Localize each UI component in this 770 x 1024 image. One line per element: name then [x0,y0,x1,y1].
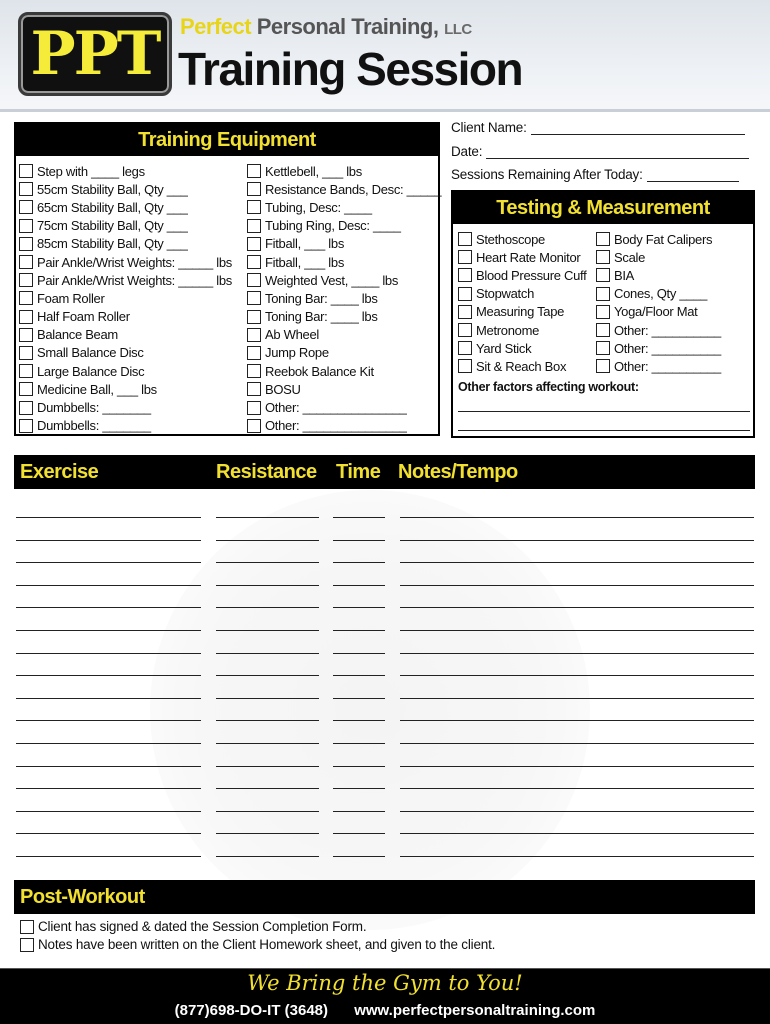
notes-line[interactable] [400,562,754,563]
checkbox-label: Ab Wheel [265,327,319,343]
checkbox-item[interactable] [247,380,439,398]
exercise-line[interactable] [16,811,201,812]
checkbox-label: Pair Ankle/Wrist Weights: _____ lbs [37,254,232,270]
checkbox[interactable] [19,237,33,251]
time-line[interactable] [333,607,385,608]
exercise-line[interactable] [16,766,201,767]
exercise-line[interactable] [16,720,201,721]
checkbox[interactable] [20,938,34,952]
checkbox-item[interactable] [596,285,752,303]
page-header [0,0,770,112]
document-title: Training Session [178,43,523,95]
client-name-input[interactable] [531,121,745,135]
checkbox-label: Reebok Balance Kit [265,363,374,379]
notes-line[interactable] [400,788,754,789]
checkbox-label: Fitball, ___ lbs [265,254,345,270]
equipment-right-column [247,162,442,435]
checkbox[interactable] [596,359,610,373]
checkbox-label: Foam Roller [37,290,105,306]
checkbox[interactable] [596,323,610,337]
post-workout-item[interactable] [20,919,366,934]
resistance-line[interactable] [216,585,319,586]
logo-text: PPT [30,19,160,89]
checkbox-item[interactable] [19,253,249,271]
checkbox-label: Yoga/Floor Mat [614,304,698,320]
checkbox-item[interactable] [458,303,596,321]
checkbox[interactable] [19,200,33,214]
checkbox-label: Tubing Ring, Desc: ____ [265,218,401,234]
testing-measurement-heading: Testing & Measurement [453,192,753,224]
checkbox[interactable] [19,328,33,342]
checkbox-label: Jump Rope [265,345,329,361]
time-line[interactable] [333,766,385,767]
checkbox-label: BIA [614,267,635,283]
checkbox-label: Large Balance Disc [37,363,145,379]
checkbox-label: 75cm Stability Ball, Qty ___ [37,218,188,234]
checkbox-item[interactable] [19,362,249,380]
exercise-log-header [14,455,755,489]
exercise-column-header: Exercise [20,461,99,483]
exercise-line[interactable] [16,585,201,586]
time-line[interactable] [333,743,385,744]
time-line[interactable] [333,562,385,563]
checkbox[interactable] [458,287,472,301]
checkbox-label: Weighted Vest, ____ lbs [265,272,399,288]
resistance-line[interactable] [216,743,319,744]
exercise-line[interactable] [16,540,201,541]
footer-tagline: We Bring the Gym to You! [247,971,523,995]
sessions-remaining-label: Sessions Remaining After Today: [451,167,643,182]
checkbox-label: Body Fat Calipers [614,231,713,247]
company-name [180,14,472,40]
header-divider [0,109,770,112]
footer-phone: (877)698-DO-IT (3648) [174,1002,329,1019]
time-line[interactable] [333,630,385,631]
checkbox-label: Medicine Ball, ___ lbs [37,381,157,397]
page-footer [0,968,770,1024]
checkbox-label: Heart Rate Monitor [476,249,581,265]
checkbox-item[interactable] [596,357,752,375]
checkbox-item[interactable] [19,417,249,435]
equipment-left-column [19,162,249,435]
resistance-line[interactable] [216,517,319,518]
checkbox-item[interactable] [247,253,439,271]
checkbox[interactable] [19,291,33,305]
sessions-remaining-field [451,167,739,182]
checkbox-label: Stopwatch [476,286,535,302]
checkbox[interactable] [19,219,33,233]
kettlebell-watermark [150,490,590,930]
checkbox-item[interactable] [247,198,439,216]
other-factors-line[interactable] [458,430,750,431]
testing-left-column [458,230,596,376]
notes-line[interactable] [400,766,754,767]
checkbox-item[interactable] [596,303,752,321]
notes-line[interactable] [400,653,754,654]
checkbox-item[interactable] [458,266,596,284]
footer-contact [0,1002,770,1019]
checkbox-label: Other: __________ [614,322,721,338]
checkbox-label: Measuring Tape [476,304,565,320]
checkbox[interactable] [19,364,33,378]
time-line[interactable] [333,833,385,834]
checkbox-item[interactable] [19,162,249,180]
checkbox[interactable] [458,232,472,246]
checkbox[interactable] [19,164,33,178]
resistance-line[interactable] [216,675,319,676]
resistance-line[interactable] [216,788,319,789]
notes-line[interactable] [400,585,754,586]
exercise-line[interactable] [16,675,201,676]
checkbox-label: Blood Pressure Cuff [476,267,587,283]
resistance-line[interactable] [216,811,319,812]
checkbox-item[interactable] [19,326,249,344]
notes-line[interactable] [400,517,754,518]
notes-line[interactable] [400,607,754,608]
resistance-line[interactable] [216,630,319,631]
checkbox-label: Balance Beam [37,327,118,343]
notes-line[interactable] [400,811,754,812]
checkbox-label: Metronome [476,322,540,338]
checkbox-item[interactable] [19,398,249,416]
exercise-line[interactable] [16,833,201,834]
checkbox-item[interactable] [19,380,249,398]
checkbox[interactable] [19,182,33,196]
checkbox[interactable] [596,341,610,355]
checkbox-item[interactable] [247,289,439,307]
checkbox[interactable] [247,382,261,396]
checkbox-item[interactable] [247,326,439,344]
checkbox-item[interactable] [458,285,596,303]
training-equipment-heading: Training Equipment [16,124,438,156]
resistance-line[interactable] [216,766,319,767]
checkbox-item[interactable] [19,344,249,362]
checkbox-item[interactable] [458,230,596,248]
resistance-line[interactable] [216,856,319,857]
checkbox-label: Stethoscope [476,231,545,247]
checkbox-item[interactable] [19,198,249,216]
checkbox-item[interactable] [458,339,596,357]
checkbox-label: 65cm Stability Ball, Qty ___ [37,199,188,215]
company-name-suffix: LLC [444,21,472,38]
checkbox[interactable] [458,250,472,264]
checkbox-label: Step with ____ legs [37,163,145,179]
sessions-remaining-input[interactable] [647,168,739,182]
checkbox-item[interactable] [247,417,439,435]
checkbox[interactable] [19,255,33,269]
client-name-field [451,120,745,135]
footer-website[interactable]: www.perfectpersonaltraining.com [354,1002,596,1019]
checkbox-label: 85cm Stability Ball, Qty ___ [37,236,188,252]
exercise-line[interactable] [16,653,201,654]
checkbox-label: Cones, Qty ____ [614,286,708,302]
checkbox[interactable] [247,200,261,214]
checkbox-label: Fitball, ___ lbs [265,236,345,252]
client-name-label: Client Name: [451,120,527,135]
checkbox-item[interactable] [247,398,439,416]
checkbox-label: Yard Stick [476,340,532,356]
checkbox-label: 55cm Stability Ball, Qty ___ [37,181,188,197]
checkbox[interactable] [247,310,261,324]
checkbox[interactable] [247,255,261,269]
exercise-line[interactable] [16,743,201,744]
checkbox-label: Other: __________ [614,340,721,356]
checkbox[interactable] [247,291,261,305]
checkbox-item[interactable] [247,217,439,235]
checkbox[interactable] [596,268,610,282]
testing-measurement-section [451,190,755,438]
checkbox-label: Dumbbells: _______ [37,418,151,434]
notes-line[interactable] [400,540,754,541]
notes-line[interactable] [400,720,754,721]
exercise-line[interactable] [16,562,201,563]
notes-tempo-column-header: Notes/Tempo [398,461,518,483]
checkbox-label: Tubing, Desc: ____ [265,199,372,215]
notes-line[interactable] [400,698,754,699]
checkbox[interactable] [247,328,261,342]
checkbox-item[interactable] [458,357,596,375]
company-name-rest: Personal Training, [256,14,439,39]
resistance-line[interactable] [216,607,319,608]
time-line[interactable] [333,720,385,721]
exercise-line[interactable] [16,856,201,857]
checkbox[interactable] [19,419,33,433]
checkbox-label: Toning Bar: ____ lbs [265,309,378,325]
resistance-line[interactable] [216,540,319,541]
other-factors-line[interactable] [458,411,750,412]
checkbox[interactable] [247,364,261,378]
checkbox-item[interactable] [247,235,439,253]
exercise-line[interactable] [16,630,201,631]
resistance-line[interactable] [216,562,319,563]
checkbox-item[interactable] [458,321,596,339]
checkbox[interactable] [458,323,472,337]
date-field [451,144,749,159]
checkbox[interactable] [19,273,33,287]
ppt-logo [18,12,172,96]
checkbox[interactable] [247,237,261,251]
date-label: Date: [451,144,483,159]
time-line[interactable] [333,856,385,857]
checkbox-label: Sit & Reach Box [476,358,567,374]
checkbox[interactable] [247,401,261,415]
checkbox-item[interactable] [19,235,249,253]
checkbox[interactable] [247,346,261,360]
post-workout-item-label: Notes have been written on the Client Homework sheet, and given to the client. [38,937,496,952]
exercise-line[interactable] [16,698,201,699]
company-name-highlight: Perfect [180,14,252,39]
resistance-line[interactable] [216,720,319,721]
other-factors-label: Other factors affecting workout: [458,380,639,394]
notes-line[interactable] [400,743,754,744]
checkbox[interactable] [247,419,261,433]
post-workout-heading: Post-Workout [14,880,755,914]
notes-line[interactable] [400,675,754,676]
checkbox-label: Other: __________ [614,358,721,374]
time-line[interactable] [333,653,385,654]
checkbox-item[interactable] [596,321,752,339]
checkbox-item[interactable] [596,230,752,248]
exercise-line[interactable] [16,517,201,518]
resistance-line[interactable] [216,698,319,699]
checkbox-item[interactable] [19,271,249,289]
resistance-line[interactable] [216,653,319,654]
checkbox[interactable] [247,182,261,196]
date-input[interactable] [486,145,749,159]
checkbox-item[interactable] [247,308,439,326]
checkbox-item[interactable] [19,217,249,235]
checkbox[interactable] [458,268,472,282]
time-line[interactable] [333,517,385,518]
exercise-line[interactable] [16,788,201,789]
checkbox-label: Small Balance Disc [37,345,144,361]
checkbox-item[interactable] [247,162,439,180]
notes-line[interactable] [400,833,754,834]
checkbox-item[interactable] [596,339,752,357]
checkbox-label: Half Foam Roller [37,309,130,325]
checkbox-label: Toning Bar: ____ lbs [265,290,378,306]
checkbox-item[interactable] [19,180,249,198]
exercise-line[interactable] [16,607,201,608]
notes-line[interactable] [400,630,754,631]
checkbox[interactable] [19,382,33,396]
resistance-line[interactable] [216,833,319,834]
time-line[interactable] [333,698,385,699]
checkbox[interactable] [596,250,610,264]
checkbox-label: Other: _______________ [265,418,407,434]
training-equipment-section [14,122,440,436]
checkbox-label: Other: _______________ [265,400,407,416]
checkbox-label: Resistance Bands, Desc: _____ [265,181,442,197]
checkbox-item[interactable] [247,180,442,198]
checkbox[interactable] [458,305,472,319]
resistance-column-header: Resistance [216,461,317,483]
testing-right-column [596,230,752,376]
checkbox[interactable] [458,341,472,355]
checkbox[interactable] [458,359,472,373]
checkbox-label: Pair Ankle/Wrist Weights: _____ lbs [37,272,232,288]
checkbox[interactable] [596,232,610,246]
time-line[interactable] [333,540,385,541]
checkbox[interactable] [247,219,261,233]
time-column-header: Time [336,461,381,483]
checkbox-item[interactable] [247,271,439,289]
checkbox[interactable] [19,346,33,360]
checkbox[interactable] [19,310,33,324]
checkbox[interactable] [20,920,34,934]
time-line[interactable] [333,675,385,676]
post-workout-item[interactable] [20,937,495,952]
checkbox-item[interactable] [458,248,596,266]
checkbox-item[interactable] [596,266,752,284]
checkbox[interactable] [19,401,33,415]
time-line[interactable] [333,811,385,812]
time-line[interactable] [333,585,385,586]
checkbox-item[interactable] [596,248,752,266]
checkbox[interactable] [596,287,610,301]
checkbox-item[interactable] [247,344,439,362]
checkbox-label: Scale [614,249,646,265]
checkbox-label: Kettlebell, ___ lbs [265,163,362,179]
checkbox-item[interactable] [19,289,249,307]
checkbox-label: BOSU [265,381,301,397]
time-line[interactable] [333,788,385,789]
post-workout-item-label: Client has signed & dated the Session Completion Form. [38,919,367,934]
checkbox-item[interactable] [247,362,439,380]
checkbox[interactable] [596,305,610,319]
notes-line[interactable] [400,856,754,857]
checkbox[interactable] [247,164,261,178]
checkbox-item[interactable] [19,308,249,326]
checkbox[interactable] [247,273,261,287]
checkbox-label: Dumbbells: _______ [37,400,151,416]
